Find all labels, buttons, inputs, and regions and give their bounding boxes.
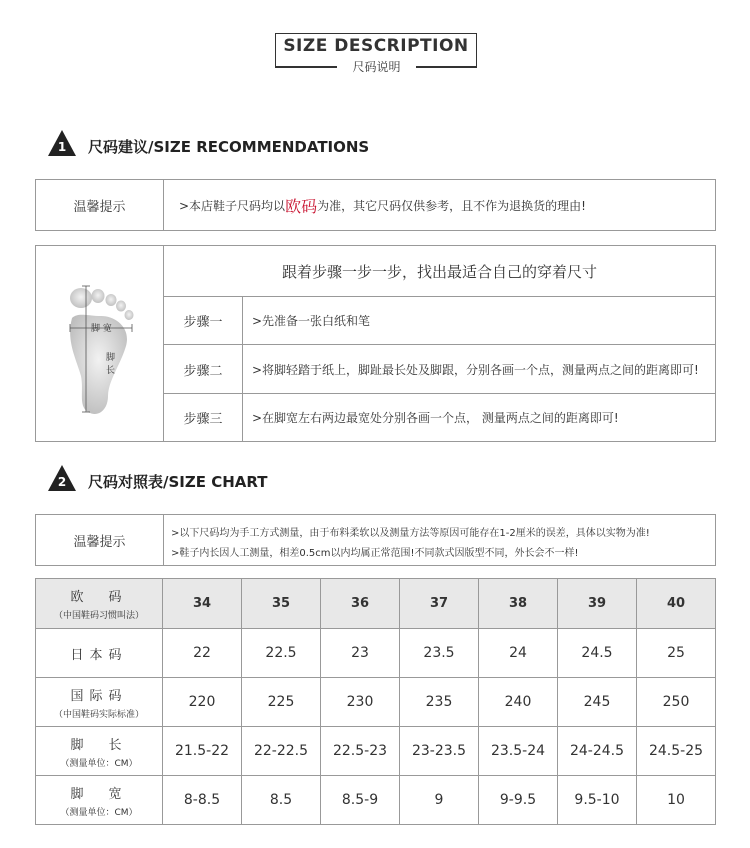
size-cell <box>479 678 558 727</box>
step2-text: >将脚轻踏于纸上，脚趾最长处及脚跟，分别各画一个点，测量两点之间的距离即可! <box>252 362 699 377</box>
size-cell <box>558 776 637 824</box>
size-cell-value: 9.5-10 <box>574 792 620 808</box>
size-cell <box>242 727 321 776</box>
size-cell <box>400 678 479 727</box>
section2-title: 尺码对照表/SIZE CHART <box>88 473 268 491</box>
size-row-label <box>36 727 163 776</box>
size-cell <box>242 629 321 678</box>
size-cell-value: 240 <box>504 694 532 710</box>
foot-outline-icon <box>36 246 163 441</box>
notice1-label: 温馨提示 <box>73 199 126 215</box>
steps-box <box>35 245 716 442</box>
size-cell <box>321 776 400 824</box>
size-cell <box>242 776 321 824</box>
size-cell <box>400 727 479 776</box>
size-cell-value: 10 <box>667 792 685 808</box>
size-row-label-note: （测量单位：CM） <box>60 807 138 818</box>
size-cell <box>558 579 637 629</box>
size-cell-value: 21.5-22 <box>174 743 230 759</box>
size-cell <box>637 629 715 678</box>
notice1-text-after: 为准，其它尺码仅供参考，且不作为退换货的理由! <box>317 198 586 213</box>
size-cell <box>163 629 242 678</box>
divider <box>163 296 715 297</box>
header-rule-left <box>275 66 337 68</box>
step3-text: >在脚宽左右两边最宽处分别各画一个点， 测量两点之间的距离即可! <box>252 411 619 425</box>
size-cell <box>163 776 242 824</box>
size-cell-value: 22.5-23 <box>332 743 388 759</box>
size-row-label-note: （中国鞋码习惯叫法） <box>53 611 144 621</box>
size-row-label-text: 脚 宽 <box>70 786 128 802</box>
page-subtitle: 尺码说明 <box>352 60 401 74</box>
size-cell <box>321 727 400 776</box>
size-cell-value: 23 <box>351 645 369 661</box>
size-row-label <box>36 579 163 629</box>
step2-label: 步骤二 <box>183 363 223 379</box>
notice2-label: 温馨提示 <box>73 534 126 550</box>
notice1-text <box>179 180 586 230</box>
size-cell-value: 37 <box>429 596 449 611</box>
size-cell <box>479 727 558 776</box>
size-cell <box>558 727 637 776</box>
foot-illustration <box>36 246 163 441</box>
notice2-line2: >鞋子内长因人工测量，相差0.5cm以内均属正常范围!不同款式因版型不同，外长会不一样! <box>171 548 579 559</box>
size-cell-value: 40 <box>666 596 686 611</box>
size-cell-value: 220 <box>188 694 216 710</box>
notice2-line1: >以下尺码均为手工方式测量，由于布料柔软以及测量方法等原因可能存在1-2厘米的误差，具体以实物为准! <box>171 528 650 539</box>
foot-length-label-bottom: 长 <box>106 366 116 376</box>
size-cell-value: 36 <box>350 596 370 611</box>
size-cell <box>163 579 242 629</box>
size-cell-value: 9-9.5 <box>499 792 537 808</box>
header-rule-right <box>416 66 477 68</box>
foot-length-label-top: 脚 <box>106 353 116 363</box>
size-cell <box>400 629 479 678</box>
divider <box>242 296 243 441</box>
size-cell-value: 230 <box>346 694 374 710</box>
size-cell-value: 24 <box>509 645 527 661</box>
size-cell <box>242 579 321 629</box>
size-row-label <box>36 629 163 678</box>
divider <box>163 515 164 565</box>
section1-badge <box>48 130 76 156</box>
size-row-label-note: （测量单位：CM） <box>60 758 138 769</box>
step1-label: 步骤一 <box>183 315 223 330</box>
steps-heading: 跟着步骤一步一步，找出最适合自己的穿着尺寸 <box>281 262 597 281</box>
size-cell <box>479 579 558 629</box>
size-cell-value: 25 <box>667 645 685 661</box>
notice2-box <box>35 514 716 566</box>
size-row-label <box>36 678 163 727</box>
size-cell-value: 23.5-24 <box>490 743 546 759</box>
size-cell-value: 235 <box>425 694 453 710</box>
size-cell <box>321 579 400 629</box>
size-cell-value: 8.5 <box>269 792 293 808</box>
section1-title: 尺码建议/SIZE RECOMMENDATIONS <box>88 138 370 156</box>
size-cell-value: 250 <box>662 694 690 710</box>
size-cell <box>637 727 715 776</box>
size-cell-value: 35 <box>271 596 291 611</box>
section2-badge <box>48 465 76 491</box>
size-cell-value: 9 <box>434 792 444 808</box>
size-cell-value: 245 <box>583 694 611 710</box>
size-row-label-text: 欧 码 <box>70 590 128 605</box>
size-cell-value: 34 <box>192 596 212 611</box>
section1-number: 1 <box>57 140 67 154</box>
size-row-label <box>36 776 163 824</box>
size-cell-value: 24.5-25 <box>648 743 704 759</box>
size-cell <box>321 678 400 727</box>
size-cell-value: 38 <box>508 596 528 611</box>
size-row-label-text: 脚 长 <box>70 737 128 753</box>
size-row-label-text: 日本码 <box>70 647 128 663</box>
size-cell <box>558 629 637 678</box>
size-cell-value: 22-22.5 <box>253 743 309 759</box>
size-cell-value: 23.5 <box>423 645 455 661</box>
step1-text: >先准备一张白纸和笔 <box>252 314 371 328</box>
notice1-highlight: 欧码 <box>285 196 318 216</box>
notice1-text-before: >本店鞋子尺码均以 <box>179 198 286 213</box>
divider <box>163 180 164 230</box>
size-cell-value: 39 <box>587 596 607 611</box>
section2-number: 2 <box>57 475 67 489</box>
size-cell <box>242 678 321 727</box>
size-cell-value: 8-8.5 <box>183 792 221 808</box>
size-cell <box>321 629 400 678</box>
foot-width-label: 脚 宽 <box>91 324 112 334</box>
size-cell <box>163 727 242 776</box>
size-cell-value: 24-24.5 <box>569 743 625 759</box>
size-cell <box>637 678 715 727</box>
size-cell-value: 23-23.5 <box>411 743 467 759</box>
page-title: SIZE DESCRIPTION <box>283 36 469 56</box>
size-row-label-note: （中国鞋码实际标准） <box>53 709 144 720</box>
size-cell-value: 22 <box>193 645 211 661</box>
size-cell <box>163 678 242 727</box>
notice1-box <box>35 179 716 231</box>
step3-label: 步骤三 <box>183 412 223 427</box>
size-cell <box>637 776 715 824</box>
size-cell <box>479 629 558 678</box>
size-cell-value: 24.5 <box>581 645 613 661</box>
size-cell <box>479 776 558 824</box>
size-cell <box>558 678 637 727</box>
size-cell <box>400 579 479 629</box>
size-cell <box>637 579 715 629</box>
size-cell-value: 22.5 <box>265 645 297 661</box>
size-chart-table <box>35 578 716 825</box>
size-cell-value: 8.5-9 <box>341 792 379 808</box>
size-cell <box>400 776 479 824</box>
size-row-label-text: 国际码 <box>70 688 128 704</box>
size-cell-value: 225 <box>267 694 295 710</box>
